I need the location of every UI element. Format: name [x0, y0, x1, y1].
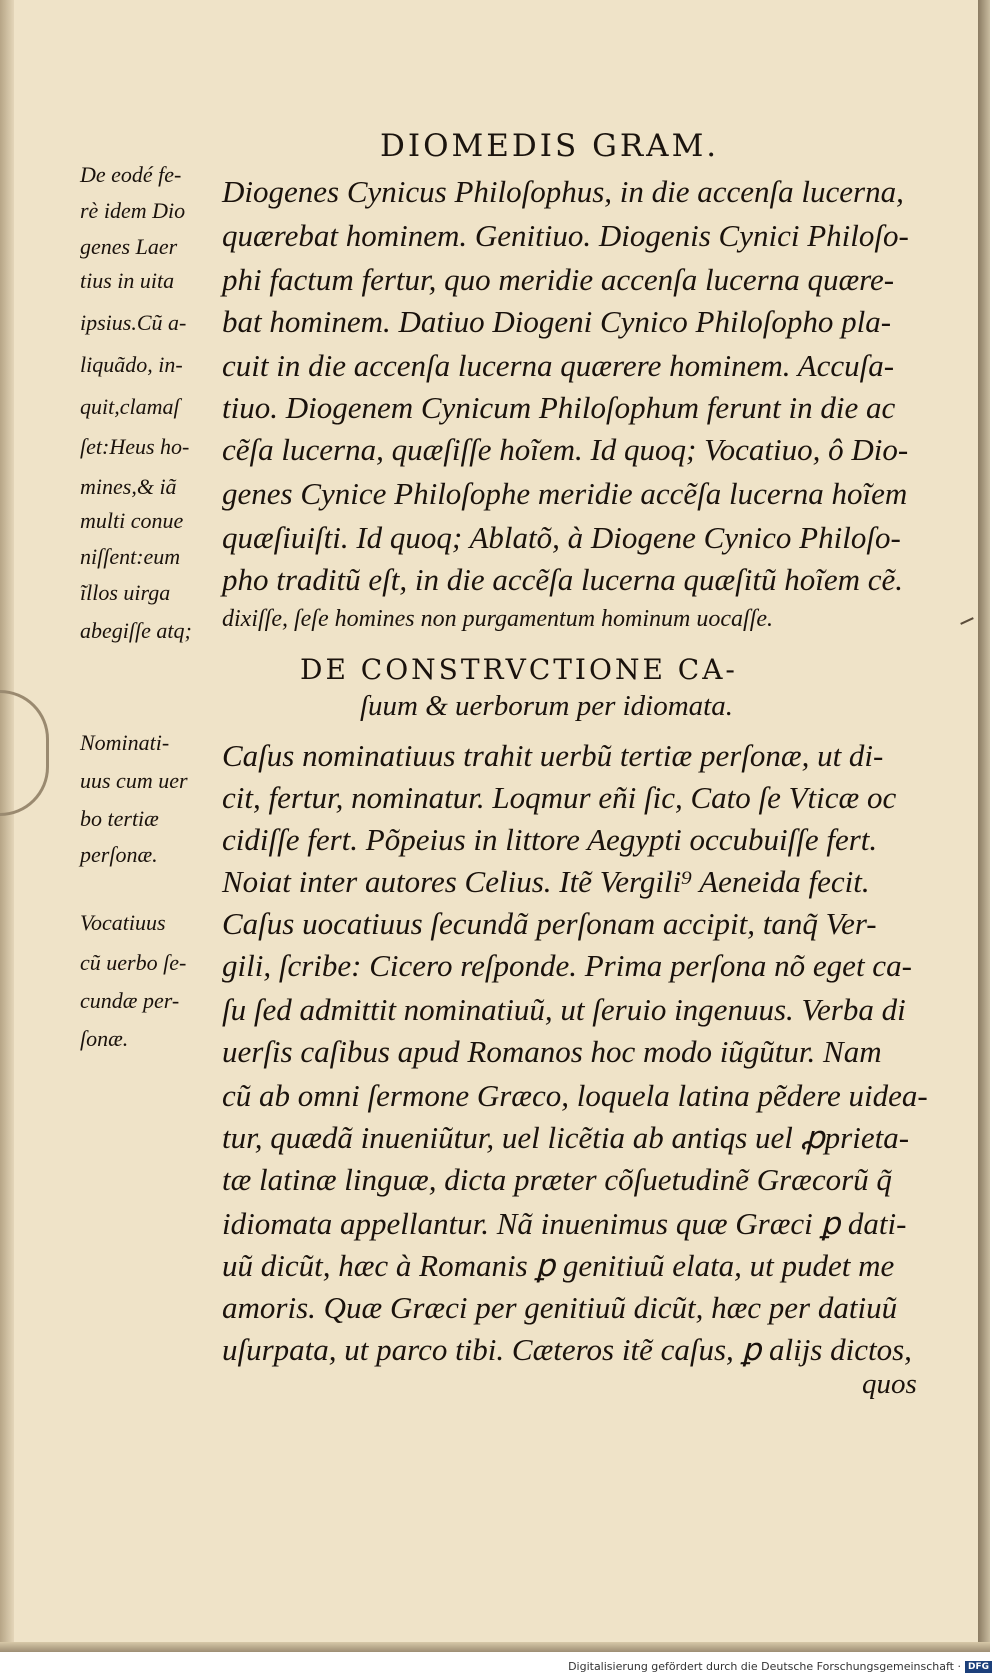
page-edge-bottom	[0, 1642, 990, 1652]
margin-line: bo tertiæ	[80, 806, 159, 831]
text-line: gili, ſcribe: Cicero reſponde. Prima perſona nõ eget ca-	[222, 948, 912, 983]
margin-mark	[960, 617, 974, 625]
text-line: quæſiuiſti. Id quoq; Ablatõ, à Diogene Cynico Philoſo-	[222, 520, 901, 555]
text-line: uũ dicũt, hæc à Romanis ꝑ genitiuũ elata, ut pudet me	[222, 1248, 895, 1283]
margin-line: ĩllos uirga	[80, 580, 171, 605]
dfg-logo: DFG	[965, 1661, 992, 1673]
page-edge-right	[978, 0, 990, 1652]
text-line: phi factum fertur, quo meridie accenſa lucerna quære-	[222, 262, 895, 297]
text-line: tiuo. Diogenem Cynicum Philoſophum ferunt in die ac	[222, 390, 896, 425]
clasp-outline	[0, 690, 49, 816]
text-line: genes Cynice Philoſophe meridie accẽſa lucerna hoĩem	[222, 476, 908, 511]
footer-text: Digitalisierung gefördert durch die Deutsche Forschungsgemeinschaft ·	[568, 1660, 961, 1673]
catchword: quos	[862, 1368, 917, 1400]
digitization-footer	[568, 1660, 992, 1673]
text-line: Caſus nominatiuus trahit uerbũ tertiæ perſonæ, ut di-	[222, 738, 884, 773]
margin-line: rè idem Dio	[80, 198, 186, 223]
section-heading: DE CONSTRVCTIONE CA-	[300, 653, 738, 686]
text-line: uerſis caſibus apud Romanos hoc modo iũgũtur. Nam	[222, 1034, 882, 1069]
text-line: cẽſa lucerna, quæſiſſe hoĩem. Id quoq; Vocatiuo, ô Dio-	[222, 432, 909, 467]
margin-line: ipsius.Cũ a-	[80, 310, 187, 335]
margin-line: abegiſſe atq;	[80, 618, 192, 643]
text-line: cũ ab omni ſermone Græco, loquela latina pẽdere uidea-	[222, 1078, 928, 1113]
margin-line: Vocatiuus	[80, 910, 166, 935]
margin-line: niſſent:eum	[80, 544, 181, 569]
margin-line: uus cum uer	[80, 768, 188, 793]
margin-line: tius in uita	[80, 268, 175, 293]
section-subheading: ſuum & uerborum per idiomata.	[360, 690, 733, 722]
margin-line: multi conue	[80, 508, 184, 533]
text-line: amoris. Quæ Græci per genitiuũ dicũt, hæc per datiuũ	[222, 1290, 898, 1325]
text-line: quærebat hominem. Genitiuo. Diogenis Cynici Philoſo-	[222, 218, 909, 253]
text-line: tur, quædã inueniũtur, uel licẽtia ab antiqs uel ꝓprieta-	[222, 1120, 910, 1155]
margin-line: quit,clamaſ	[80, 394, 180, 419]
margin-line: De eodé fe-	[80, 162, 182, 187]
margin-line: ſonæ.	[80, 1026, 129, 1051]
text-line: Caſus uocatiuus ſecundã perſonam accipit, tanq̃ Ver-	[222, 906, 877, 941]
margin-line: perſonæ.	[80, 842, 158, 867]
running-header: DIOMEDIS GRAM.	[380, 128, 720, 164]
margin-line: liquãdo, in-	[80, 352, 183, 377]
margin-line: cundæ per-	[80, 988, 180, 1013]
text-line: cuit in die accenſa lucerna quærere hominem. Accuſa-	[222, 348, 895, 383]
text-line: Noiat inter autores Celius. Itẽ Vergili⁹ Aeneida fecit.	[222, 864, 870, 899]
margin-line: genes Laer	[80, 234, 178, 259]
text-line: Diogenes Cynicus Philoſophus, in die accenſa lucerna,	[222, 174, 904, 209]
text-line: tæ latinæ linguæ, dicta præter cõſuetudinẽ Græcorũ q̃	[222, 1162, 892, 1197]
margin-line: Nominati-	[80, 730, 170, 755]
text-line: pho traditũ eſt, in die accẽſa lucerna quæſitũ hoĩem cẽ.	[222, 562, 904, 597]
text-line: cit, fertur, nominatur. Loqmur eñi ſic, Cato ſe Vticæ oc	[222, 780, 897, 815]
text-line: idiomata appellantur. Nã inuenimus quæ Græci ꝑ dati-	[222, 1206, 907, 1241]
binding-edge	[0, 0, 14, 1652]
text-line: dixiſſe, ſeſe homines non purgamentum hominum uocaſſe.	[222, 606, 774, 632]
margin-line: mines,& iã	[80, 474, 177, 499]
text-line: bat hominem. Datiuo Diogeni Cynico Philoſopho pla-	[222, 304, 892, 339]
margin-line: cũ uerbo ſe-	[80, 950, 187, 975]
text-line: cidiſſe fert. Põpeius in littore Aegypti occubuiſſe fert.	[222, 822, 878, 857]
text-line: uſurpata, ut parco tibi. Cæteros itẽ caſus, ꝑ alijs dictos,	[222, 1332, 912, 1367]
margin-line: ſet:Heus ho-	[80, 434, 190, 459]
text-line: ſu ſed admittit nominatiuũ, ut ſeruio ingenuus. Verba di	[222, 992, 906, 1027]
